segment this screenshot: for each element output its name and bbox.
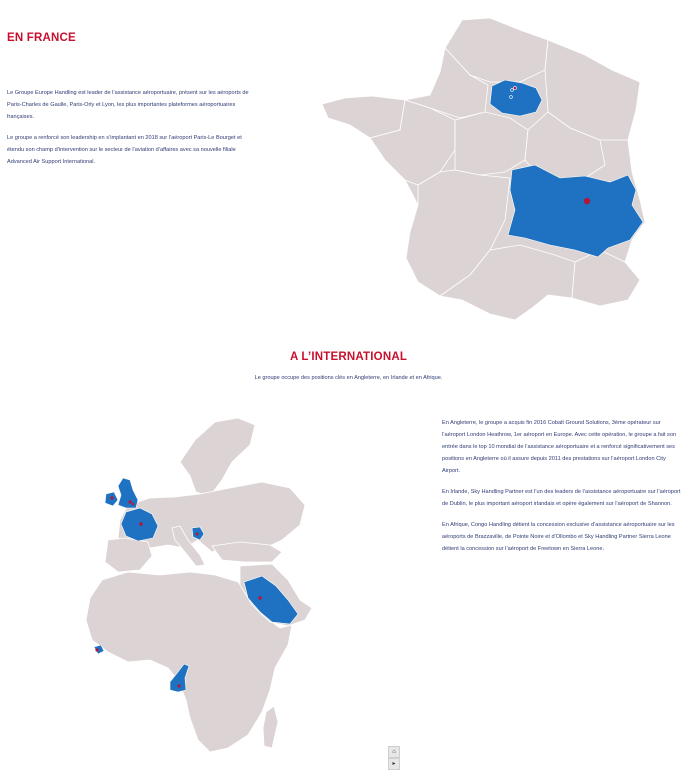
- pin-saudi: [258, 596, 262, 600]
- international-title: A L’INTERNATIONAL: [289, 351, 408, 363]
- pin-london-city: [132, 503, 135, 506]
- map-play-button[interactable]: [388, 758, 400, 770]
- land-scandinavia: [180, 418, 255, 496]
- world-map-land: [86, 418, 312, 752]
- international-paragraph-england: En Angleterre, le groupe a acquis fin 2016 Cobalt Ground Solutions, 3ème opérateur sur l’aéroport London Heathrow, 1er aéroport en Europe. Avec cette opération, le groupe a fait son entrée dans le top 10 mondial de l’assistance aéroportuaire et a renforcé significativement ses positions en Angleterre où il assure depuis 2011 des prestations sur l’aéroport London City Airport.: [442, 420, 677, 474]
- map-home-button[interactable]: [388, 746, 400, 758]
- pin-freetown: [95, 648, 98, 651]
- home-icon: ⌂: [392, 749, 396, 755]
- pin-london: [128, 500, 131, 503]
- pin-paris: [139, 522, 143, 526]
- international-subtitle: Le groupe occupe des positions clés en Angleterre, en Irlande et en Afrique.: [254, 375, 443, 381]
- pin-dublin: [110, 496, 113, 499]
- land-madagascar: [263, 706, 278, 748]
- france-paragraph-1: Le Groupe Europe Handling est leader de l’assistance aéroportuaire, présent sur les aéroports de Paris-Charles de Gaulle, Paris-Orly et Lyon, les plus importantes plateformes aéroportuaires françaises.: [7, 90, 249, 120]
- international-paragraph-ireland: En Irlande, Sky Handling Partner est l’un des leaders de l’assistance aéroportuaire sur l’aéroport de Dublin, le plus important aéroport irlandais et opère également sur l’aéroport de Shannon.: [442, 489, 681, 507]
- land-iberia: [105, 538, 152, 572]
- pin-brazzaville: [177, 684, 180, 687]
- play-icon: ▸: [392, 761, 396, 767]
- international-paragraph-africa: En Afrique, Congo Handling détient la concession exclusive d’assistance aéroportuaire sur les aéroports de Brazzaville, de Pointe Noire et d’Ollombo et Sky Handling Partner Sierra Leone détient la concession sur l’aéroport de Freetown en Sierra Leone.: [442, 522, 675, 552]
- country-united-kingdom: [118, 478, 138, 508]
- pin-balkans: [196, 533, 199, 536]
- france-title: EN FRANCE: [7, 32, 76, 44]
- france-paragraph-2: Le groupe a renforcé son leadership en s’implantant en 2018 sur l’aéroport Paris-Le Bourget et étendu son champ d’intervention sur le secteur de l’aviation d’affaires avec sa nouvelle filiale Advanced Air Support International.: [7, 135, 242, 165]
